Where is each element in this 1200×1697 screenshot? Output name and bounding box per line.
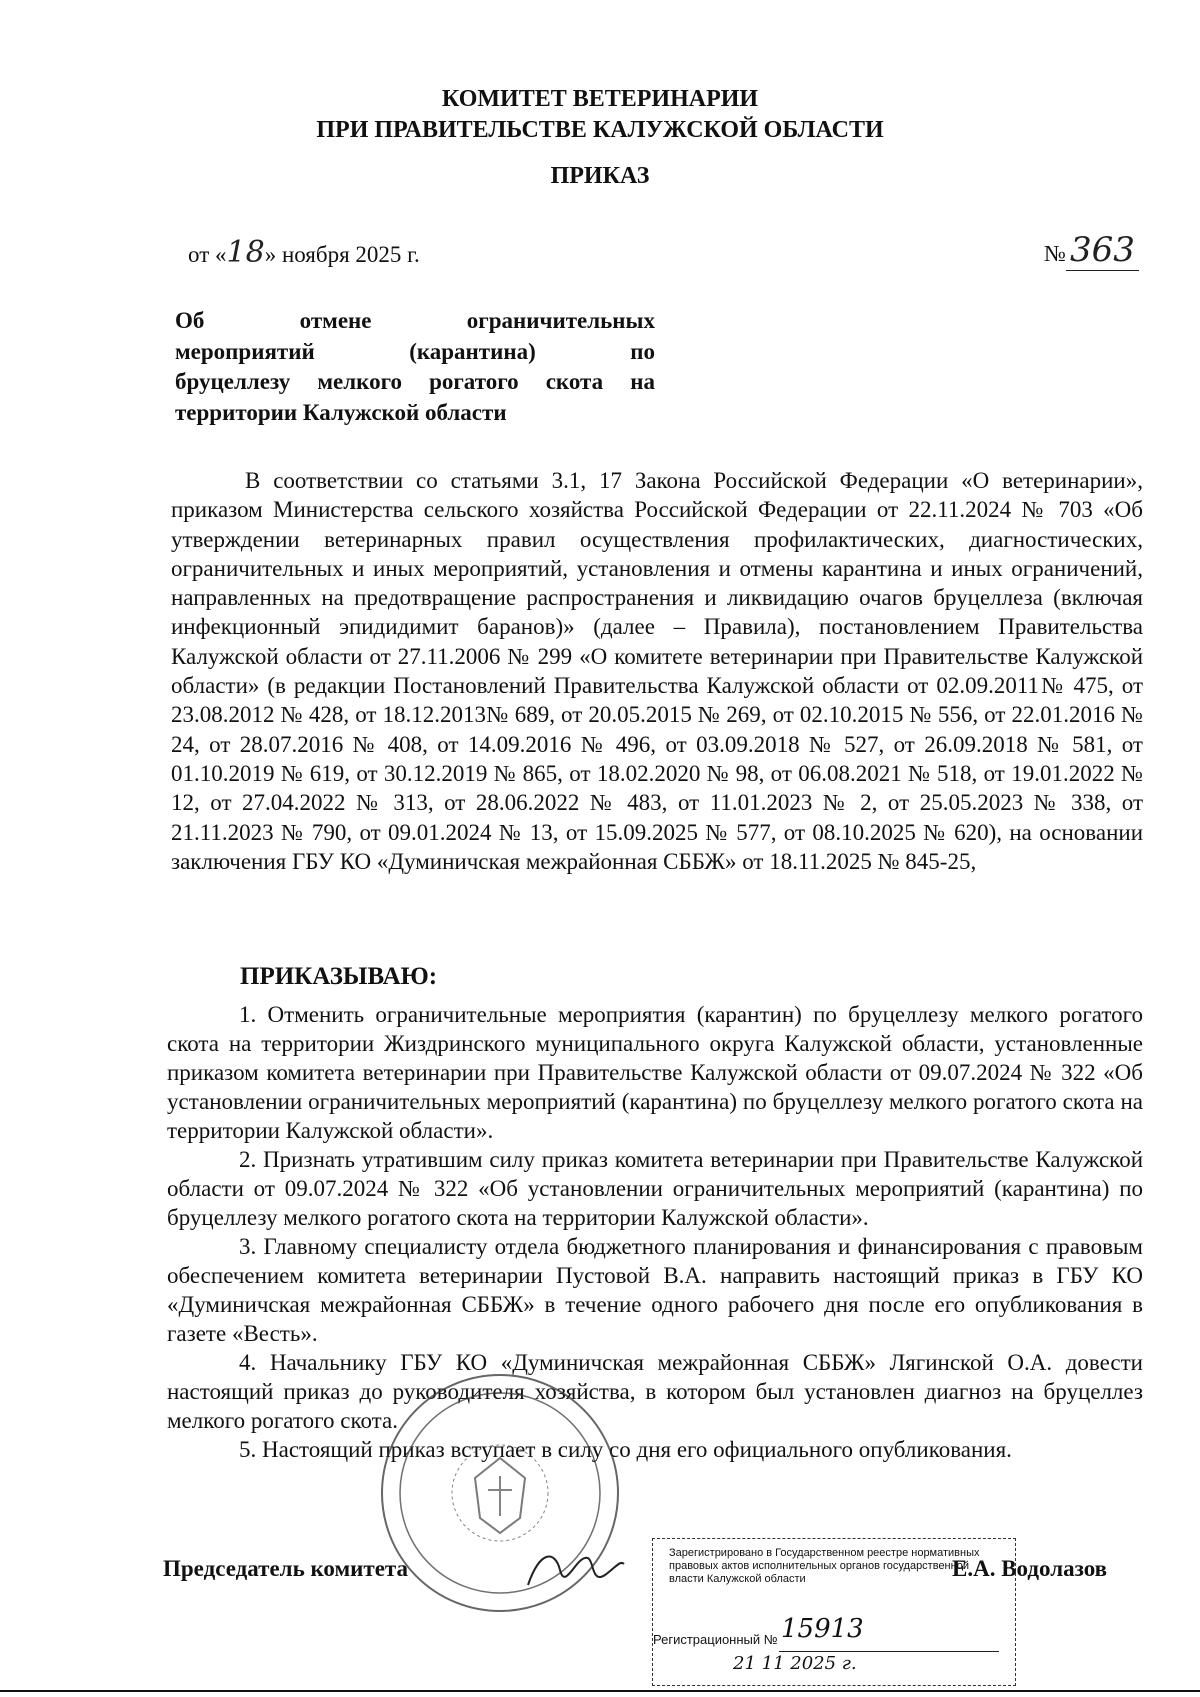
subject-line: бруцеллезу мелкого рогатого скота на <box>175 369 655 394</box>
document-type-title: ПРИКАЗ <box>550 163 650 189</box>
number-prefix: № <box>1044 241 1066 266</box>
date-day-handwritten: 18 <box>226 235 265 270</box>
registry-stamp-text: Зарегистрировано в Государственном реестре нормативных правовых актов исполнительных органов государственной власти Калужской области <box>669 1547 980 1585</box>
order-item: 3. Главному специалисту отдела бюджетного планирования и финансирования с правовым обеспечением комитета ветеринарии Пустовой В.А. направить настоящий приказ в ГБУ КО «Думиничская межрайонная СББЖ» в течение одного рабочего дня после его опубликования в газете «Весть». <box>167 1234 1143 1346</box>
handwritten-signature <box>520 1540 630 1600</box>
document-number <box>1044 230 1139 270</box>
order-item: 5. Настоящий приказ вступает в силу со дня его официального опубликования. <box>239 1437 1012 1462</box>
signature-title: Председатель комитета <box>163 1556 408 1581</box>
org-name-line2: ПРИ ПРАВИТЕЛЬСТВЕ КАЛУЖСКОЙ ОБЛАСТИ <box>316 117 884 143</box>
registry-date-handwritten: 21 11 2025 г. <box>733 1653 857 1674</box>
subject-line: мероприятий (карантина) по <box>175 338 655 364</box>
preamble <box>171 466 1143 876</box>
subject-line: территории Калужской области <box>175 399 507 425</box>
document-date <box>188 235 420 270</box>
order-item: 1. Отменить ограничительные мероприятия (карантин) по бруцеллезу мелкого рогатого скота на территории Жиздринского муниципального округа Калужской области, установленные приказом комитета ветеринарии при Правительстве Калужской области от 09.07.2024 № 322 «Об установлении ограничительных мероприятий (карантина) по бруцеллезу мелкого рогатого скота на территории Калужской области». <box>167 1002 1143 1143</box>
order-item: 4. Начальнику ГБУ КО «Думиничская межрайонная СББЖ» Лягинской О.А. довести настоящий приказ до руководителя хозяйства, в котором был установлен диагноз на бруцеллез мелкого рогатого скота. <box>167 1350 1143 1433</box>
document-subject <box>175 306 655 428</box>
signature-name: Е.А. Водолазов <box>952 1556 1108 1581</box>
number-handwritten: 363 <box>1066 230 1139 271</box>
date-prefix: от « <box>188 242 227 267</box>
bottom-divider <box>0 1690 1200 1692</box>
subject-line: Об отмене ограничительных <box>175 308 655 333</box>
order-item: 2. Признать утратившим силу приказ комитета ветеринарии при Правительстве Калужской области от 09.07.2024 № 322 «Об установлении ограничительных мероприятий (карантина) по бруцеллезу мелкого рогатого скота на территории Калужской области». <box>167 1147 1143 1230</box>
registry-number-label: Регистрационный № <box>653 1632 778 1647</box>
order-word: ПРИКАЗЫВАЮ: <box>240 963 438 990</box>
org-name-line1: КОМИТЕТ ВЕТЕРИНАРИИ <box>441 86 759 112</box>
date-suffix: » ноября 2025 г. <box>264 242 420 267</box>
registry-number-line <box>779 1651 999 1652</box>
registry-number-handwritten: 15913 <box>781 1614 864 1644</box>
preamble-text: В соответствии со статьями 3.1, 17 Закона Российской Федерации «О ветеринарии», приказом Министерства сельского хозяйства Российской Федерации от 22.11.2024 № 703 «Об утверждении ветеринарных правил осуществления профилактических, диагностических, ограничительных и иных мероприятий, установления и отмены карантина и иных ограничений, направленных на предотвращение распространения и ликвидацию очагов бруцеллеза (включая инфекционный эпидидимит баранов)» (далее – Правила), постановлением Правительства Калужской области от 27.11.2006 № 299 «О комитете ветеринарии при Правительстве Калужской области» (в редакции Постановлений Правительства Калужской области от 02.09.2011№ 475, от 23.08.2012 № 428, от 18.12.2013№ 689, от 20.05.2015 № 269, от 02.10.2015 № 556, от 22.01.2016 № 24, от 28.07.2016 № 408, от 14.09.2016 № 496, от 03.09.2018 № 527, от 26.09.2018 № 581, от 01.10.2019 № 619, от 30.12.2019 № 865, от 18.02.2020 № 98, от 06.08.2021 № 518, от 19.01.2022 № 12, от 27.04.2022 № 313, от 28.06.2022 № 483, от 11.01.2023 № 2, от 25.05.2023 № 338, от 21.11.2023 № 790, от 09.01.2024 № 13, от 15.09.2025 № 577, от 08.10.2025 № 620), на основании заключения ГБУ КО «Думиничская межрайонная СББЖ» от 18.11.2025 № 845-25, <box>171 468 1143 874</box>
order-items <box>167 1000 1143 1464</box>
